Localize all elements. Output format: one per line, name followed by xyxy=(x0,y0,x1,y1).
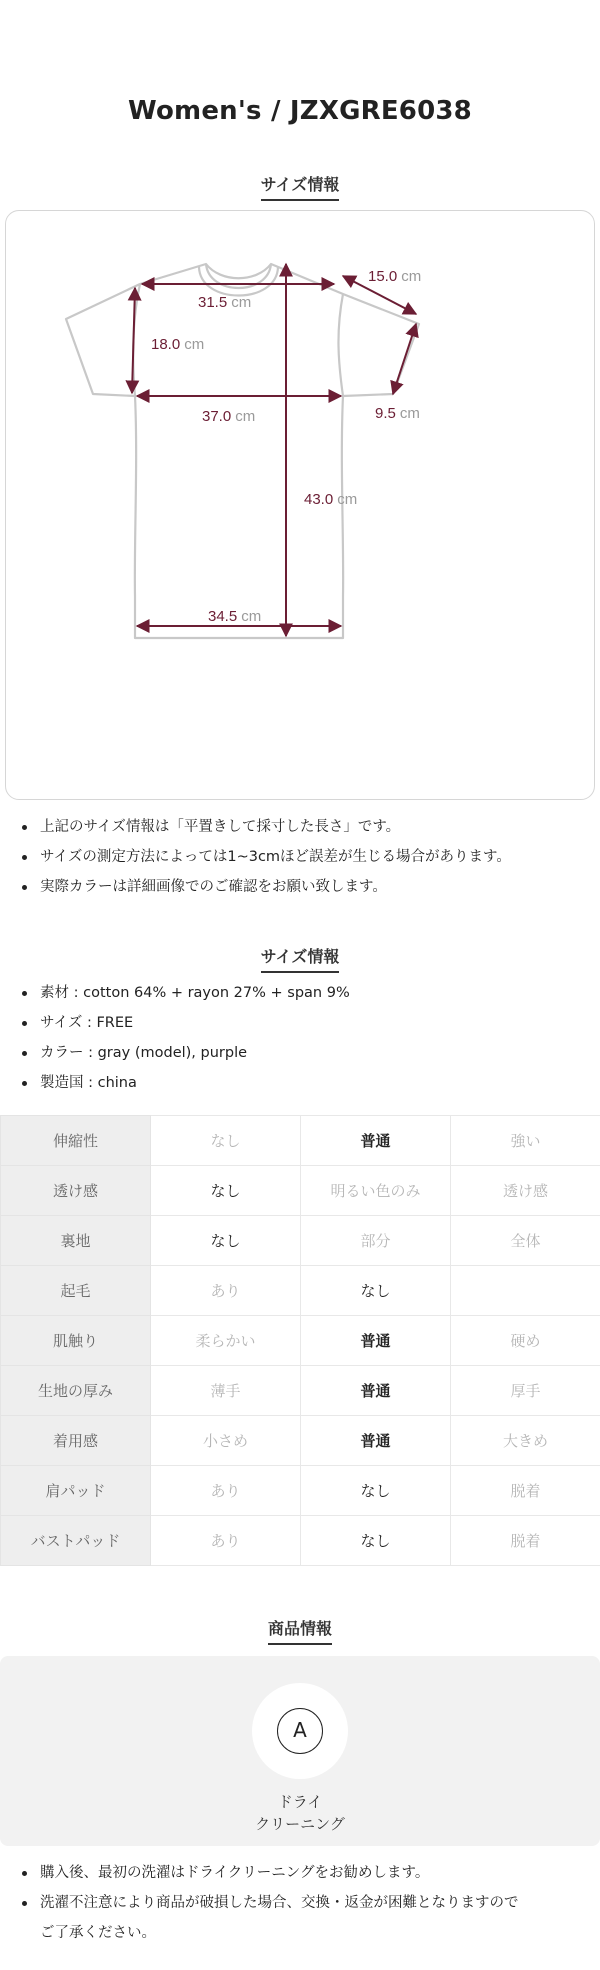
table-row xyxy=(1,1366,600,1416)
table-cell: 脱着 xyxy=(451,1466,600,1516)
care-notes-list xyxy=(20,1858,519,1948)
table-row-label: 裏地 xyxy=(1,1216,151,1266)
shoulder-value: 31.5 xyxy=(198,294,228,311)
table-cell: 柔らかい xyxy=(151,1316,301,1366)
table-row-label: 伸縮性 xyxy=(1,1116,151,1166)
table-cell: 脱着 xyxy=(451,1516,600,1566)
total-length-label xyxy=(304,491,357,508)
spec-list xyxy=(20,978,350,1098)
dry-clean-icon: A xyxy=(277,1708,323,1754)
table-cell: 厚手 xyxy=(451,1366,600,1416)
table-cell: なし xyxy=(301,1516,451,1566)
dry-clean-badge xyxy=(252,1683,348,1779)
chest-label xyxy=(202,408,255,425)
hem-label xyxy=(208,608,261,625)
spec-info-heading xyxy=(0,944,600,973)
total-length-value: 43.0 xyxy=(304,491,334,508)
table-cell xyxy=(451,1266,600,1316)
measurement-lines xyxy=(132,264,416,636)
tshirt-outline xyxy=(66,264,422,638)
table-row-label: 肩パッド xyxy=(1,1466,151,1516)
table-row xyxy=(1,1116,600,1166)
table-row xyxy=(1,1266,600,1316)
table-row xyxy=(1,1466,600,1516)
table-row xyxy=(1,1166,600,1216)
sleeve-opening-value: 9.5 xyxy=(375,405,396,422)
table-cell: 普通 xyxy=(301,1116,451,1166)
tshirt-measurement-diagram xyxy=(6,211,596,801)
care-label xyxy=(0,1791,600,1835)
table-cell: 硬め xyxy=(451,1316,600,1366)
table-row-label: 生地の厚み xyxy=(1,1366,151,1416)
table-cell: なし xyxy=(151,1166,301,1216)
care-instruction-panel xyxy=(0,1656,600,1846)
hem-value: 34.5 xyxy=(208,608,238,625)
table-cell: なし xyxy=(301,1466,451,1516)
table-row xyxy=(1,1216,600,1266)
unit-text: cm xyxy=(241,608,262,625)
table-cell: 強い xyxy=(451,1116,600,1166)
armhole-label xyxy=(151,336,204,353)
sleeve-length-label xyxy=(368,268,421,285)
table-cell: なし xyxy=(151,1216,301,1266)
table-cell: 薄手 xyxy=(151,1366,301,1416)
table-row-label: 肌触り xyxy=(1,1316,151,1366)
table-row-label: 起毛 xyxy=(1,1266,151,1316)
table-row-label: バストパッド xyxy=(1,1516,151,1566)
table-cell: 普通 xyxy=(301,1416,451,1466)
sleeve-opening-line xyxy=(393,324,416,394)
table-row xyxy=(1,1416,600,1466)
list-item: カラー : gray (model), purple xyxy=(20,1038,350,1068)
table-cell: 全体 xyxy=(451,1216,600,1266)
size-notes-list xyxy=(20,812,511,902)
table-cell: あり xyxy=(151,1266,301,1316)
table-cell: なし xyxy=(301,1266,451,1316)
sleeve-length-value: 15.0 xyxy=(368,268,398,285)
chest-value: 37.0 xyxy=(202,408,232,425)
shoulder-label xyxy=(198,294,251,311)
table-cell: 部分 xyxy=(301,1216,451,1266)
table-cell: なし xyxy=(151,1116,301,1166)
size-diagram xyxy=(5,210,595,800)
table-row-label: 透け感 xyxy=(1,1166,151,1216)
size-info-heading xyxy=(0,172,600,201)
unit-text: cm xyxy=(337,491,358,508)
list-item: サイズの測定方法によっては1~3cmほど誤差が生じる場合があります。 xyxy=(20,842,511,872)
table-cell: あり xyxy=(151,1516,301,1566)
list-item: 実際カラーは詳細画像でのご確認をお願い致します。 xyxy=(20,872,511,902)
list-item: 製造国 : china xyxy=(20,1068,350,1098)
table-cell: 小さめ xyxy=(151,1416,301,1466)
list-item: 洗濯不注意により商品が破損した場合、交換・返金が困難となりますので xyxy=(20,1888,519,1918)
table-row xyxy=(1,1316,600,1366)
unit-text: cm xyxy=(401,268,422,285)
table-cell: あり xyxy=(151,1466,301,1516)
table-cell: 普通 xyxy=(301,1366,451,1416)
list-item: 購入後、最初の洗濯はドライクリーニングをお勧めします。 xyxy=(20,1858,519,1888)
list-item: 素材 : cotton 64% + rayon 27% + span 9% xyxy=(20,978,350,1008)
table-cell: 普通 xyxy=(301,1316,451,1366)
list-item: 上記のサイズ情報は「平置きして採寸した長さ」です。 xyxy=(20,812,511,842)
unit-text: cm xyxy=(235,408,256,425)
list-item: サイズ : FREE xyxy=(20,1008,350,1038)
size-info-heading-text: サイズ情報 xyxy=(261,172,340,201)
armhole-value: 18.0 xyxy=(151,336,181,353)
table-row xyxy=(1,1516,600,1566)
unit-text: cm xyxy=(231,294,252,311)
table-row-label: 着用感 xyxy=(1,1416,151,1466)
sleeve-opening-label xyxy=(375,405,420,422)
table-cell: 透け感 xyxy=(451,1166,600,1216)
fabric-spec-table xyxy=(0,1115,600,1566)
product-info-heading-text: 商品情報 xyxy=(268,1616,332,1645)
care-label-line2: クリーニング xyxy=(255,1815,345,1833)
list-item: ご了承ください。 xyxy=(40,1925,156,1941)
product-title: Women's / JZXGRE6038 xyxy=(128,96,472,126)
table-cell: 大きめ xyxy=(451,1416,600,1466)
product-info-heading xyxy=(0,1616,600,1645)
spec-info-heading-text: サイズ情報 xyxy=(261,944,340,973)
care-label-line1: ドライ xyxy=(277,1793,323,1811)
table-cell: 明るい色のみ xyxy=(301,1166,451,1216)
unit-text: cm xyxy=(399,405,420,422)
unit-text: cm xyxy=(184,336,205,353)
